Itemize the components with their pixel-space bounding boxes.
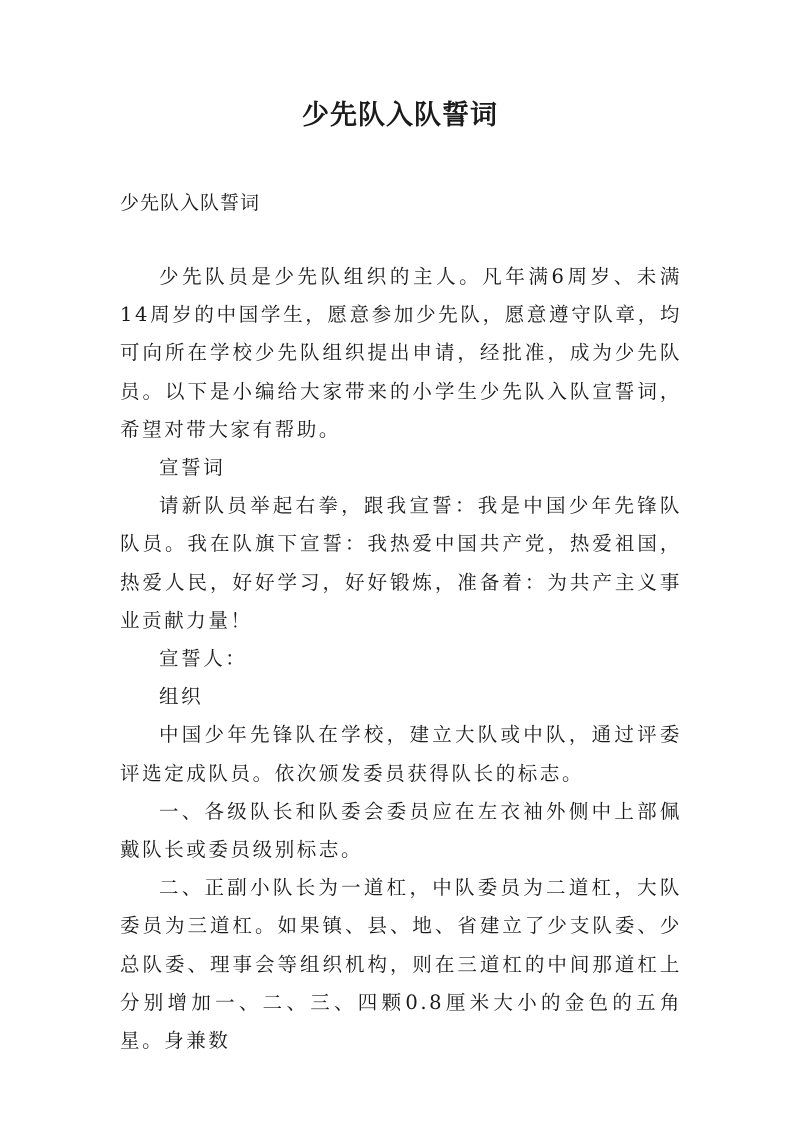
paragraph-rule-two: 二、正副小队长为一道杠，中队委员为二道杠，大队委员为三道杠。如果镇、县、地、省建立了少支队委、少总队委、理事会等组织机构，则在三道杠的中间那道杠上分别增加一、二、三、四颗0.8厘米大小的金色的五角星。身兼数 [120, 876, 682, 1053]
document-subtitle: 少先队入队誓词 [120, 192, 261, 214]
paragraph-intro: 少先队员是少先队组织的主人。凡年满6周岁、未满14周岁的中国学生，愿意参加少先队，愿意遵守队章，均可向所在学校少先队组织提出申请，经批准，成为少先队员。以下是小编给大家带来的小学生少先队入队宣誓词，希望对带大家有帮助。 [120, 265, 682, 441]
paragraph-oath-signer: 宣誓人： [159, 647, 248, 671]
paragraph-organization-heading: 组织 [159, 685, 204, 709]
paragraph-oath-text: 请新队员举起右拳，跟我宣誓：我是中国少年先锋队队员。我在队旗下宣誓：我热爱中国共产党，热爱祖国，热爱人民，好好学习，好好锻炼，准备着：为共产主义事业贡献力量！ [120, 494, 682, 632]
document-title: 少先队入队誓词 [302, 100, 498, 131]
paragraph-rule-one: 一、各级队长和队委会委员应在左衣袖外侧中上部佩戴队长或委员级别标志。 [120, 799, 682, 862]
paragraph-oath-heading: 宣誓词 [159, 456, 226, 480]
document-body [120, 258, 682, 1060]
paragraph-organization-text: 中国少年先锋队在学校，建立大队或中队，通过评委评选定成队员。依次颁发委员获得队长的标志。 [120, 723, 682, 785]
